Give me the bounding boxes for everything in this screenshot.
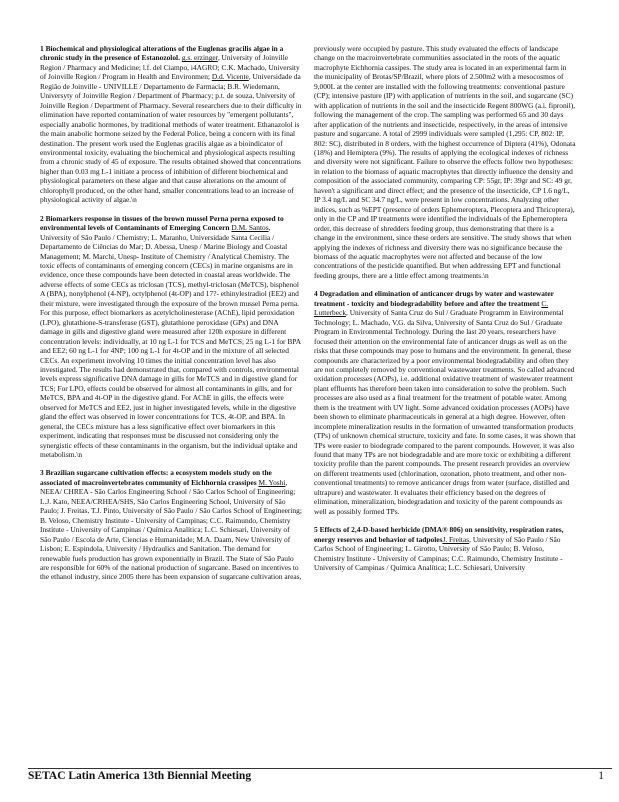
left-column — [40, 44, 302, 772]
abstract-title: 4 Degradation and elimination of anticancer drugs by water and wastewater treatment - toxicity and biodegradability before and after the treatment — [314, 289, 554, 308]
presenter-name: D.d. Vicente — [211, 72, 249, 82]
right-column — [314, 44, 576, 772]
abstract-title: 5 Effects of 2,4-D-based herbicide (DMA® 806) on sensitivity, respiration rates, energy reserves and behavior of tadpoles — [314, 525, 564, 544]
presenter-name: M. Yoshi — [258, 477, 286, 487]
author-list: , University of Joinville Region / Pharmacy and Medicine; l.f. del Ciampo, i4AGRO; C.K. Machado, University of Joinville Region / Program in Health and Environmen; — [40, 53, 300, 82]
abstract-body: The demand for renewable fuels production has grown exponentially in Brazil. The State of São Paulo are responsible for 60% of the national production of sugarcane. Based on incentives to the ethanol industry, since 2005 there has been expansion of sugarcane cultivation areas, — [40, 544, 302, 582]
abstract-3 — [40, 468, 302, 581]
abstract-title: 1 Biochemical and physiological alterations of the Euglenas gracilis algae in a chronic study in the presence of Estanozolol. — [40, 44, 284, 63]
abstract-body: previously were occupied by pasture. This study evaluated the effects of landscape change on the macroinvertebrate communities associated in the roots of the aquatic macrophyte Eichhornia cassipes. The study area is located in an experimental farm in the municipality of Brotas/SP/Brazil, where plots of 2.500m2 with a mesocosmos of 9,000L at the center are installed with the following treatments: conventional pasture (CP); intensive pasture (IP) with application of nutrients in the soil, and sugarcane (SC) with application of nutrients in the soil and the insecticide Regent 800WG (a.i. fipronil), following the management of the crop. The sampling was performed 65 and 30 days after application of the nutrients and insecticide, respectively, in the areas of intensive pasture and sugarcane. A total of 2999 individuals were sampled (1,295: CP, 802: IP, 802: SC), distributed in 8 orders, with the highest occurrence of Diptera (41%), Odonata (18%) and Hemiptera (9%). The results of applying the ecological indexes of richness and diversity were not significant. Failure to observe the effects follow two hypotheses: in relation to the biomass of aquatic macrophytes that directly influence the density and composition of the associated community, comparing CP: 55gr, IP: 39gr and SC: 49 gr, haven't a significant and direct effect; and the presence of the insecticide, CP 1.6 ng/L, IP 3.4 ng/L and SC 34.7 ng/L, were present in low concentrations. Analyzing other indices, such as %EPT (presence of orders Ephemeroptera, Plecoptera and Thricoptera), only in the CP and IP treatments were identified the individuals of the Ephemeroptera order, this decrease of shredders feeding group, thus demonstrating that there is a change in the environment, since these orders are sensitive. The study shows that when applying the indexes of richness and diversity there was no significance because the biomass of the aquatic macrophytes were not affected and because of the low concentrations of the pesticide quantified. But when addressing EPT and functional feeding groups, there are a little effect among treatments.\n — [314, 44, 576, 280]
presenter-name: g.s. erzinger — [181, 53, 218, 63]
author-list: , University of São Paulo / Chemistry; L. Maranho, Universidade Santa Cecilia / Departamento de Ciências do Mar; D. Abessa, Unesp / Marine Biology and Coastal Management; M. Marchi, Unesp- Institute of Chemistry / Analytical Chemistry. — [40, 223, 288, 261]
abstract-1 — [40, 44, 302, 205]
abstract-body: The toxic effects of contaminants of emerging concern (CECs) in marine organisms are in evidence, once these compounds have been detected in coastal areas worldwide. The adverse effects of some CECs as triclosan (TCS), methyl-triclosan (MeTCS), bisphenol A (BPA), nonylphenol (4-NP), octylphenol (4t-OP) and 17?- ethinylestradiol (EE2) and their mixture, were investigated through the exposure of the brown mussel Perna perna. For this purpose, effect biomarkers as acetylcholinesterase (AChE), lipid peroxidation (LPO), glutathione-S-transferase (GST), glutathione peroxidase (GPx) and DNA damage in gills and digestive gland were measured after 120h exposure in different concentration levels: individually, at 10 ng L-1 for TCS and MeTCS; 25 ng L-1 for BPA and EE2; 60 ng L-1 for 4NP; 100 ng L-1 for 4t-OP and in the mixture of all selected CECs. An experiment involving 10 times the initial concentration level has also investigated. The results had demonstrated that, compared with controls, environmental levels express significative DNA damage in gills for MeTCS and in digestive gland for TCS; For LPO, effects could be observed for almost all contaminants in gills, and for MeTCS, BPA and 4t-OP in the digestive gland. For AChE in gills, the effects were observed for MeTCS and EE2, just in higher investigated levels, while in the digestive gland the effect was observed in lower concentrations for TCS, 4t-OP, and BPA. In general, the CECs mixture has a less significative effect over biomarkers in this experiment, indicating that responses must be discussed not considering only the synergistic effects of these contaminants in the organism, but the individual uptake and metabolism.\n — [40, 251, 301, 460]
author-list: , University of São Paulo / São Carlos School of Engineering; L. Girotto, University of São Paulo; B. Veloso, Chemistry Institute - University of Campinas; C.C. Raimundo, Chemistry Institute - University of Campinas / Química Analítica; L.C. Schiesari, University — [314, 534, 563, 573]
abstract-body: Several researchers due to their difficulty in elimination have reported contamination of water resources by "emergent pollutants", especially anabolic hormones, by traditional methods of water treatment. Ethanazolol is the main anabolic hormone seized by the Federal Police, being a concern with its final destination. The present work used the Euglenas gracilis algae as a bioindicator of environmental toxicity, evaluating the biochemical and physiological aspects resulting from a chronic study of 45 of exposure. The results obtained showed that concentrations higher than 0.03 mg L-1 initiate a process of inhibition of different biochemical and physiological parameters on these algae and that cause alterations on the amount of chlorophyll produced, on the other hand, smaller concentrations lead to an increase of physiological activity of algae.\n — [40, 100, 302, 205]
meeting-title: SETAC Latin America 13th Biennial Meeting — [28, 770, 252, 782]
presenter-name: C. Lutterbeck — [314, 298, 549, 318]
abstract-3-continued — [314, 44, 576, 280]
author-list: , University of Santa Cruz do Sul / Graduate Programm in Environmental Technology; L. Machado, V.G. da Silva, University of Santa Cruz do Sul / Graduate Program in Environmental Technology. — [314, 308, 564, 337]
page-number: 1 — [598, 770, 604, 782]
abstract-5 — [314, 525, 576, 572]
presenter-name: D.M. Santos — [231, 223, 269, 233]
abstract-2 — [40, 214, 302, 460]
abstract-title: 2 Biomarkers response in tissues of the brown mussel Perna perna exposed to environmental levels of Contaminants of Emerging Concern — [40, 213, 284, 233]
abstract-4 — [314, 289, 576, 516]
abstract-body: During the last 20 years, researchers have focused their attention on the environmental fate of anticancer drugs as well as on the risks that these compounds may pose to humans and the environment. In general, these compounds are characterized by a poor environmental biodegradability and often they are not completely removed by conventional wastewater treatments. So called advanced oxidation processes (AOPs), i.e. additional oxidative treatment of wastewater treatment plant effluents has therefore been taken into consideration to solve the problem. Such processes are also used as a final treatment for the treatment of potable water. Among them is the treatment with UV light. Some advanced oxidation processes (AOPs) have been shown to eliminate pharmaceuticals in general at a high degree. However, often incomplete mineralization results in the formation of unwanted transformation products (TPs) of unknown chemical structure, toxicity and fate. In some cases, it was shown that TPs were easier to biodegrade compared to the parent compounds. However, it was also found that many TPs are not biodegradable and are more toxic or exhibiting a different toxicity profile than the parent compounds. The present research provides an overview on different treatments used (chlorination, ozonation, photo treatment, and other non-conventional treatments) to remove anticancer drugs from water (surface, distilled and ultrapure) and wastewater. It evaluates their efficiency based on the degrees of elimination, mineralization, biodegradation and toxicity of the parent compounds as well as possibly formed TPs. — [314, 327, 576, 516]
presenter-name: J. Freitas — [442, 534, 470, 544]
abstract-title: 3 Brazilian sugarcane cultivation effects: a ecosystem models study on the associated of macroinvertebrates community of Eichhornia crassipes — [40, 468, 272, 487]
author-list: , NEEA/ CHREA - São Carlos Engineering School / São Carlos School of Engineering; L.J. Kato, NEEA/CRHEA/SHS, São Carlos Engineering School, University of São Paulo; J. Freitas, T.J. Pinto, University of São Paulo / São Carlos School of Engineering; B. Veloso, Chemistry Institute - University of Campinas; C.C. Raimundo, Chemistry Institute - University of Campinas / Química Analítica; L.C. Schiesari, University of São Paulo / Escola de Arte, Ciencias e Humanidade; M.A. Daam, New University of Lisbon; E. Espindola, University / Hydraulics and Sanitation. — [40, 477, 302, 554]
author-list: , Universidade da Região de Joinville - UNIVILLE / Departamento de Farmacia; B.R. Wiedemann, Universyty of Joinville Region / Department of Pharmacy; p.t. de souza, University of Joinville Region / Department of Pharmacy. — [40, 72, 301, 110]
